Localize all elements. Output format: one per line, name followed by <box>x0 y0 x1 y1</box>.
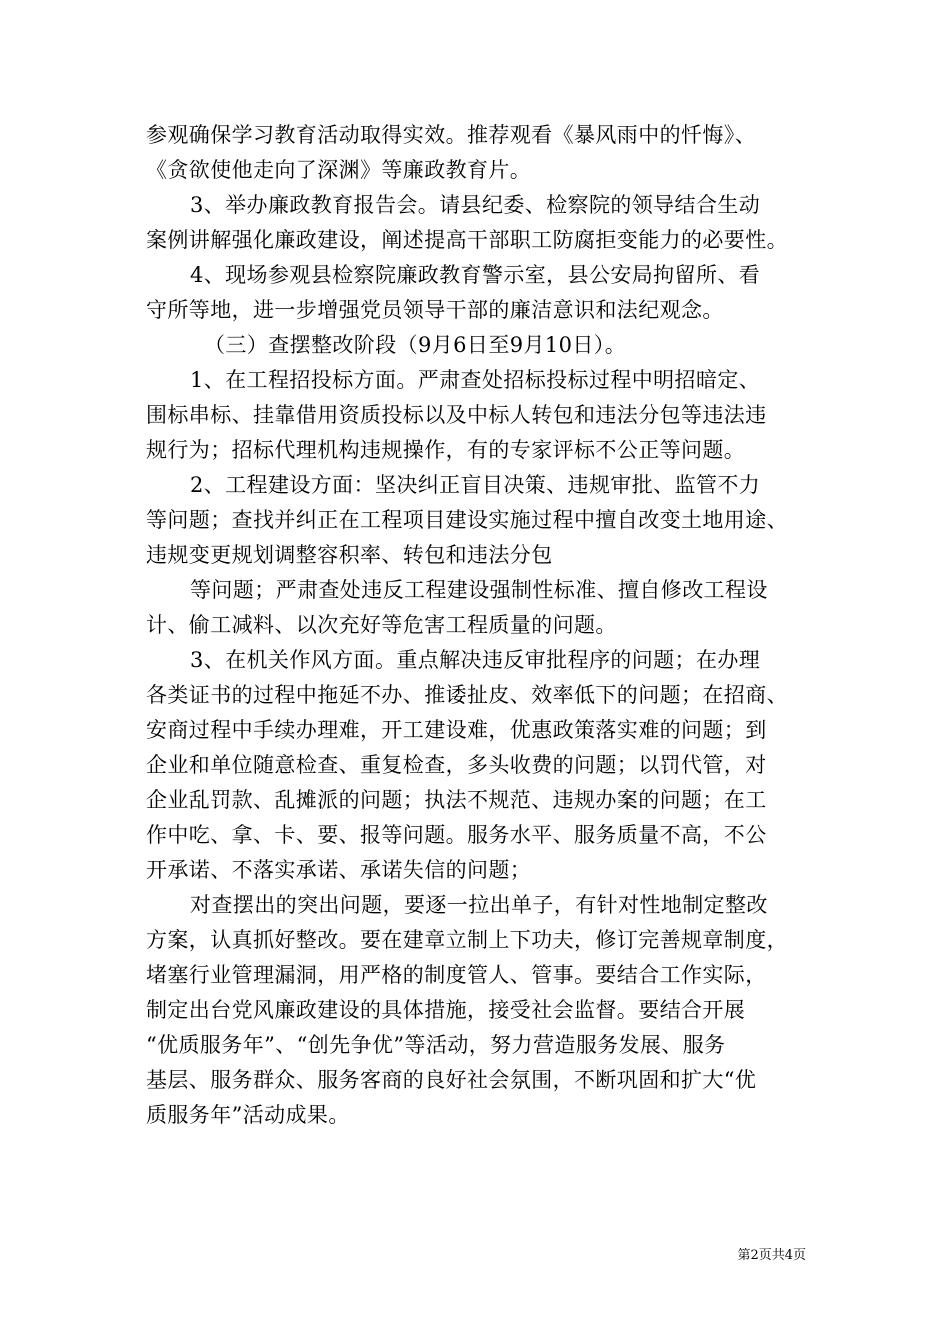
body-line: 规行为；招标代理机构违规操作，有的专家评标不公正等问题。 <box>146 438 746 462</box>
body-line: 质服务年”活动成果。 <box>146 1103 350 1127</box>
body-line: 制定出台党风廉政建设的具体措施，接受社会监督。要结合开展 <box>146 998 746 1022</box>
body-line: 围标串标、挂靠借用资质投标以及中标人转包和违法分包等违法违 <box>146 403 767 427</box>
body-line: 3、举办廉政教育报告会。请县纪委、检察院的领导结合生动 <box>190 193 761 217</box>
body-line: 作中吃、拿、卡、要、报等问题。服务水平、服务质量不高，不公 <box>146 823 767 847</box>
body-line: 1、在工程招投标方面。严肃查处招标投标过程中明招暗定、 <box>190 368 761 392</box>
body-line: 守所等地，进一步增强党员领导干部的廉洁意识和法纪观念。 <box>146 298 724 322</box>
body-line: 参观确保学习教育活动取得实效。推荐观看《暴风雨中的忏悔》、 <box>146 123 757 147</box>
body-line: 企业和单位随意检查、重复检查，多头收费的问题；以罚代管，对 <box>146 753 767 777</box>
page-number: 第2页共4页 <box>737 1248 806 1263</box>
body-line: 违规变更规划调整容积率、转包和违法分包 <box>146 543 553 567</box>
body-line: 案例讲解强化廉政建设，阐述提高干部职工防腐拒变能力的必要性。 <box>146 228 788 252</box>
body-line: 计、偷工减料、以次充好等危害工程质量的问题。 <box>146 613 617 637</box>
body-line: 各类证书的过程中拖延不办、推诿扯皮、效率低下的问题；在招商、 <box>146 683 788 707</box>
body-line: 对查摆出的突出问题，要逐一拉出单子，有针对性地制定整改 <box>190 893 768 917</box>
body-line: 等问题；严肃查处违反工程建设强制性标准、擅自修改工程设 <box>190 578 768 602</box>
body-line: 基层、服务群众、服务客商的良好社会氛围，不断巩固和扩大“优 <box>146 1068 757 1092</box>
body-line: 安商过程中手续办理难，开工建设难，优惠政策落实难的问题；到 <box>146 718 767 742</box>
body-line: 等问题；查找并纠正在工程项目建设实施过程中擅自改变土地用途、 <box>146 508 788 532</box>
body-line: 方案，认真抓好整改。要在建章立制上下功夫，修订完善规章制度， <box>146 928 788 952</box>
body-line: “优质服务年”、“创先争优”等活动，努力营造服务发展、服务 <box>146 1033 726 1057</box>
document-body <box>146 118 816 1133</box>
body-line: 企业乱罚款、乱摊派的问题；执法不规范、违规办案的问题；在工 <box>146 788 767 812</box>
body-line: 4、现场参观县检察院廉政教育警示室，县公安局拘留所、看 <box>190 263 761 287</box>
body-line: 开承诺、不落实承诺、承诺失信的问题； <box>146 858 532 882</box>
section-heading: （三）查摆整改阶段（9月6日至9月10日）。 <box>204 333 627 357</box>
body-line: 2、工程建设方面：坚决纠正盲目决策、违规审批、监管不力 <box>190 473 761 497</box>
body-line: 3、在机关作风方面。重点解决违反审批程序的问题；在办理 <box>190 648 761 672</box>
body-line: 堵塞行业管理漏洞，用严格的制度管人、管事。要结合工作实际， <box>146 963 767 987</box>
body-line: 《贪欲使他走向了深渊》等廉政教育片。 <box>146 158 532 182</box>
